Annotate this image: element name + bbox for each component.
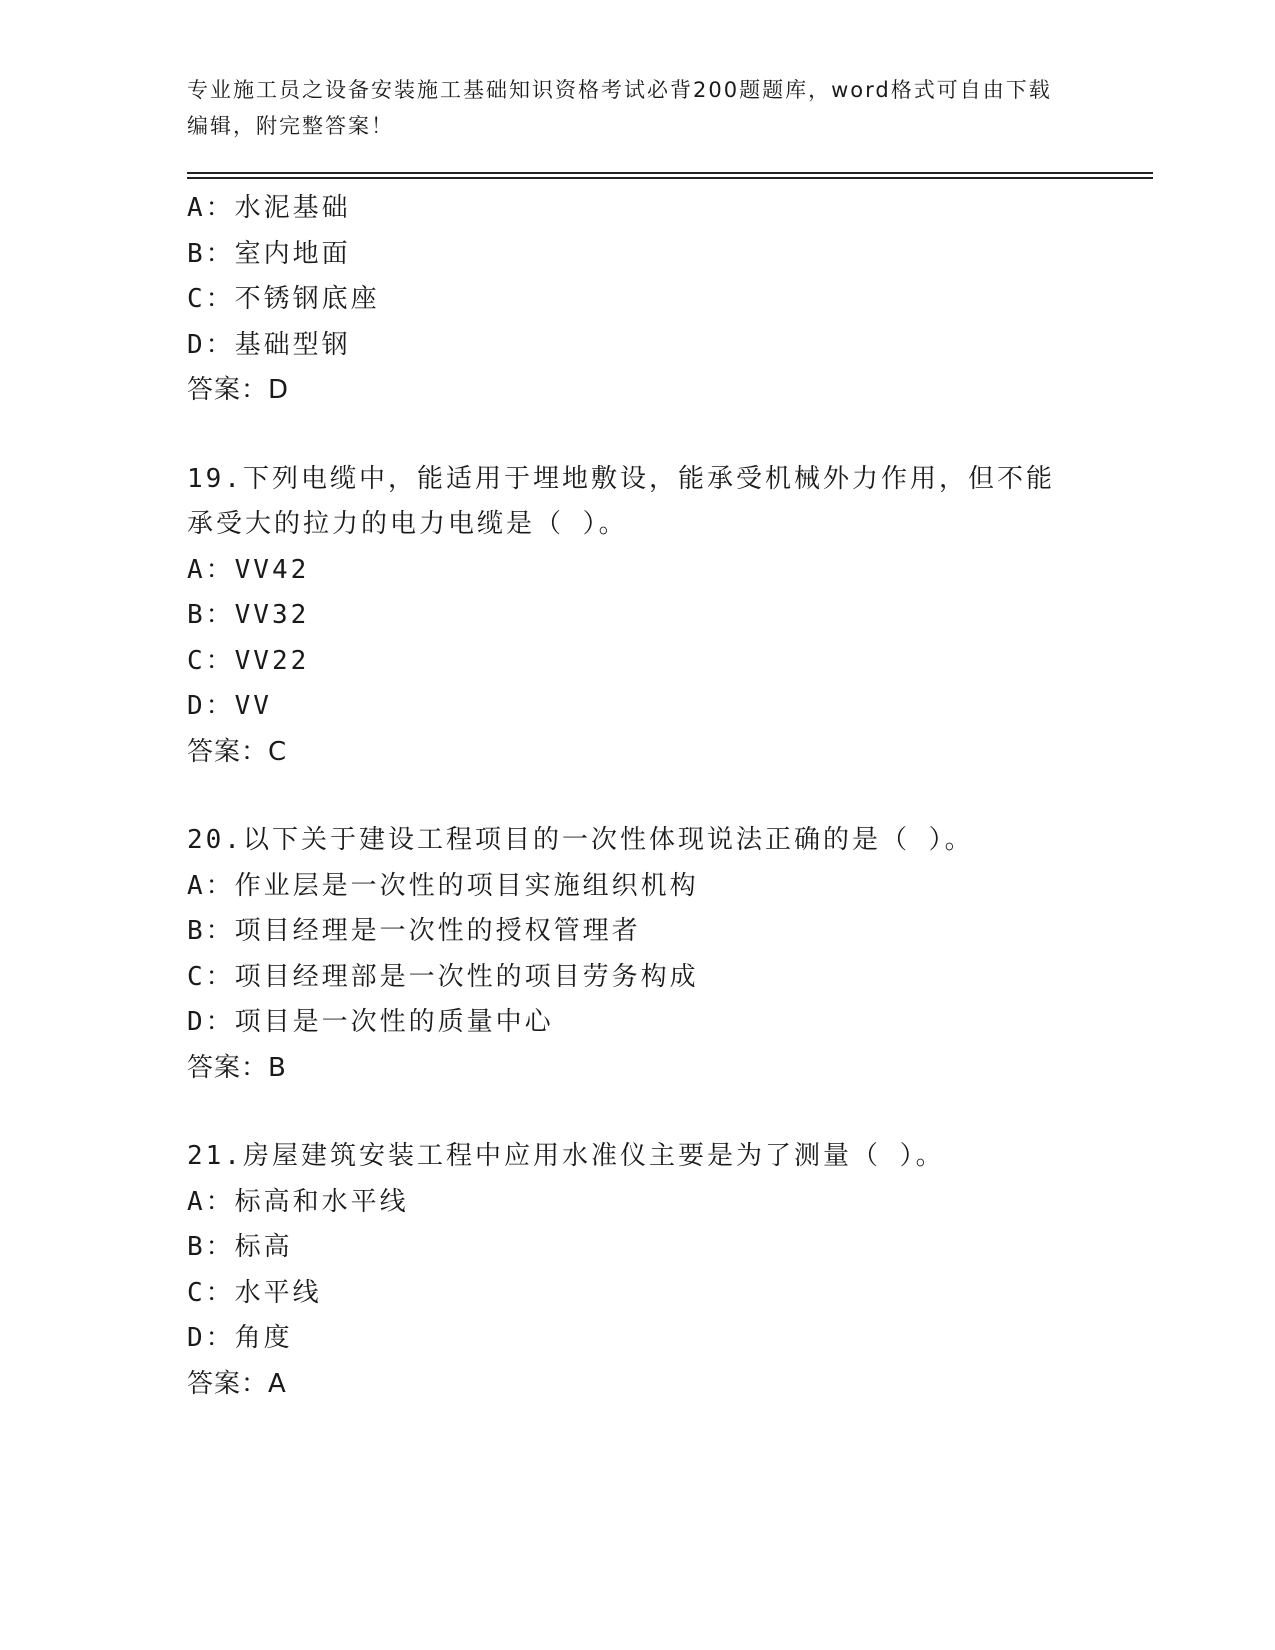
spacer bbox=[187, 414, 1087, 457]
option-d: D：VV bbox=[187, 691, 272, 721]
option-a: A：水泥基础 bbox=[187, 193, 351, 223]
option-d: D：角度 bbox=[187, 1323, 293, 1353]
spacer bbox=[187, 1091, 1087, 1134]
option-a: A：作业层是一次性的项目实施组织机构 bbox=[187, 870, 699, 901]
option-a: A：标高和水平线 bbox=[187, 1186, 409, 1217]
option-a: A：VV42 bbox=[187, 554, 310, 585]
option-d: D：项目是一次性的质量中心 bbox=[187, 1007, 554, 1037]
answer-line: 答案：D bbox=[187, 375, 290, 405]
option-c: C：不锈钢底座 bbox=[187, 284, 380, 314]
question-21 bbox=[187, 1134, 1087, 1407]
question-20 bbox=[187, 818, 1087, 1091]
answer-line: 答案：C bbox=[187, 736, 288, 767]
spacer bbox=[187, 775, 1087, 818]
answer-line: 答案：B bbox=[187, 1052, 287, 1083]
option-c: C：项目经理部是一次性的项目劳务构成 bbox=[187, 961, 699, 992]
option-b: B：标高 bbox=[187, 1232, 293, 1262]
question-stem: 19.下列电缆中，能适用于埋地敷设，能承受机械外力作用，但不能承受大的拉力的电力电缆是（ ）。 bbox=[187, 463, 1055, 539]
option-c: C：水平线 bbox=[187, 1277, 322, 1308]
option-c: C：VV22 bbox=[187, 645, 310, 676]
option-b: B：室内地面 bbox=[187, 238, 351, 269]
option-b: B：VV32 bbox=[187, 600, 310, 630]
header-divider-top bbox=[187, 172, 1153, 174]
question-19 bbox=[187, 457, 1087, 776]
answer-line: 答案：A bbox=[187, 1368, 287, 1399]
header-divider-bottom bbox=[187, 177, 1153, 179]
document-header bbox=[187, 72, 1067, 144]
previous-question-tail bbox=[187, 186, 1087, 414]
question-stem: 21.房屋建筑安装工程中应用水准仪主要是为了测量（ ）。 bbox=[187, 1141, 945, 1171]
option-d: D：基础型钢 bbox=[187, 329, 351, 360]
document-title: 专业施工员之设备安装施工基础知识资格考试必背200题题库，word格式可自由下载编辑，附完整答案！ bbox=[187, 78, 1052, 138]
option-b: B：项目经理是一次性的授权管理者 bbox=[187, 916, 641, 946]
question-list bbox=[187, 186, 1087, 1407]
question-stem: 20.以下关于建设工程项目的一次性体现说法正确的是（ ）。 bbox=[187, 825, 974, 855]
